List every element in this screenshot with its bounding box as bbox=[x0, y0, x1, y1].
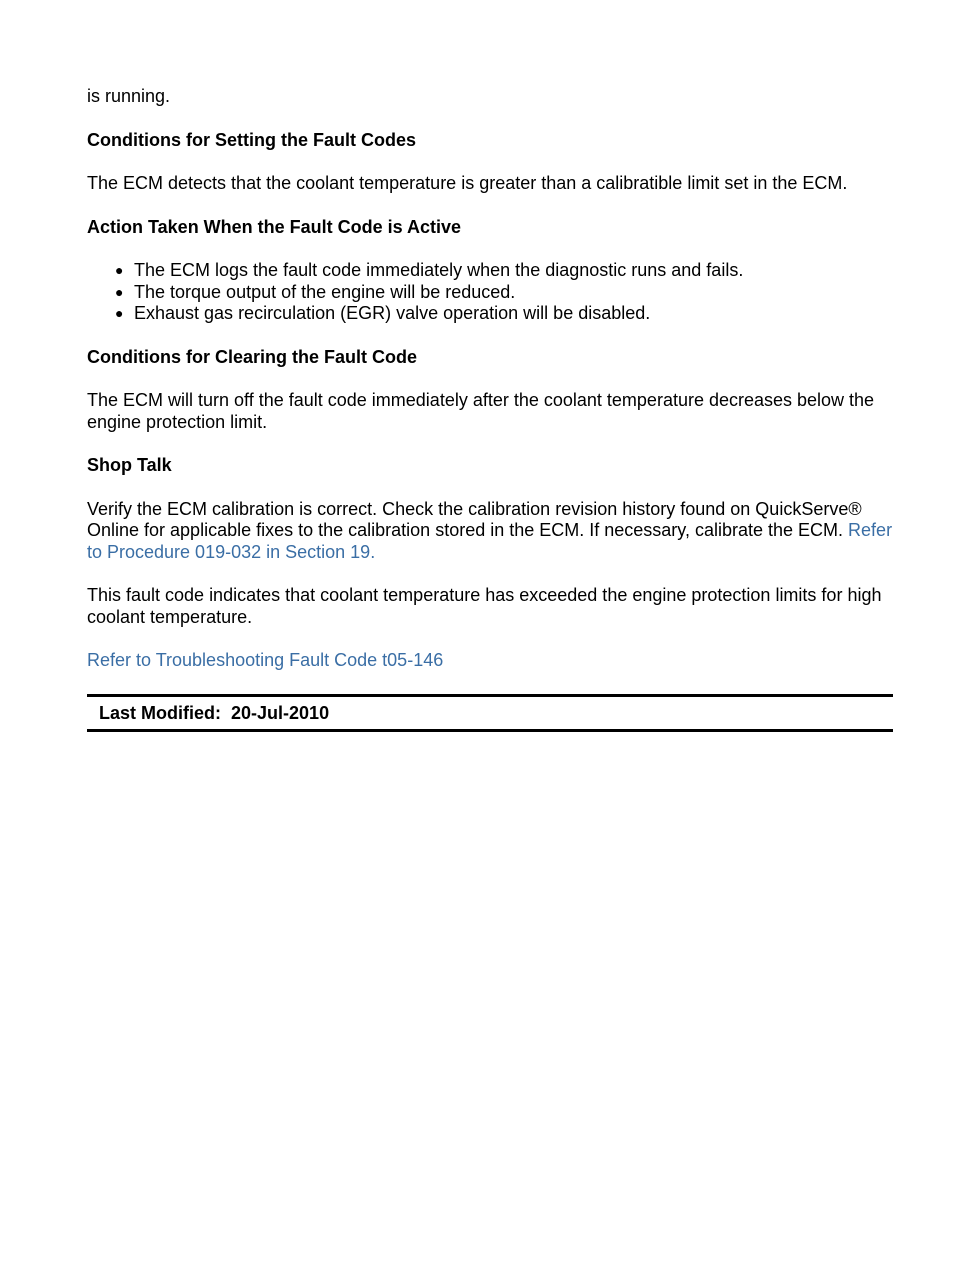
clearing-conditions-text: The ECM will turn off the fault code immediately after the coolant temperature decreases below the engine protection limit. bbox=[87, 390, 875, 432]
list-item-text: The ECM logs the fault code immediately when the diagnostic runs and fails. bbox=[134, 260, 744, 280]
last-modified-label: Last Modified: bbox=[99, 702, 221, 723]
shop-talk-heading: Shop Talk bbox=[87, 455, 172, 475]
bullet-icon: ● bbox=[115, 283, 124, 300]
action-taken-heading: Action Taken When the Fault Code is Active bbox=[87, 216, 462, 237]
list-item-text: Exhaust gas recirculation (EGR) valve operation will be disabled. bbox=[134, 303, 651, 323]
troubleshooting-link[interactable]: Refer to Troubleshooting Fault Code t05-146 bbox=[87, 650, 444, 670]
shop-talk-paragraph bbox=[87, 499, 893, 564]
bullet-icon: ● bbox=[115, 262, 124, 278]
bullet-icon: ● bbox=[115, 305, 124, 321]
shop-talk-text: Verify the ECM calibration is correct. Check the calibration revision history found on QuickServe® Online for applicable fixes to the calibration stored in the ECM. If necessary, calibrate the ECM. bbox=[87, 498, 862, 540]
last-modified-bar bbox=[87, 694, 893, 733]
setting-conditions-heading: Conditions for Setting the Fault Codes bbox=[87, 129, 416, 150]
document-body bbox=[87, 86, 893, 732]
intro-fragment: is running. bbox=[87, 86, 171, 106]
shop-talk-explanation: This fault code indicates that coolant temperature has exceeded the engine protection limits for high coolant temperature. bbox=[87, 585, 882, 627]
list-item bbox=[115, 260, 893, 282]
list-item bbox=[115, 303, 893, 325]
last-modified-date: 20-Jul-2010 bbox=[231, 702, 330, 723]
list-item-text: The torque output of the engine will be reduced. bbox=[134, 281, 516, 302]
action-taken-list bbox=[87, 260, 893, 325]
procedure-link[interactable]: Refer to Procedure 019-032 in Section 19. bbox=[87, 520, 893, 562]
troubleshooting-paragraph bbox=[87, 650, 893, 672]
clearing-conditions-heading: Conditions for Clearing the Fault Code bbox=[87, 346, 417, 367]
setting-conditions-text: The ECM detects that the coolant temperature is greater than a calibratible limit set in the ECM. bbox=[87, 173, 848, 193]
list-item bbox=[115, 281, 893, 304]
